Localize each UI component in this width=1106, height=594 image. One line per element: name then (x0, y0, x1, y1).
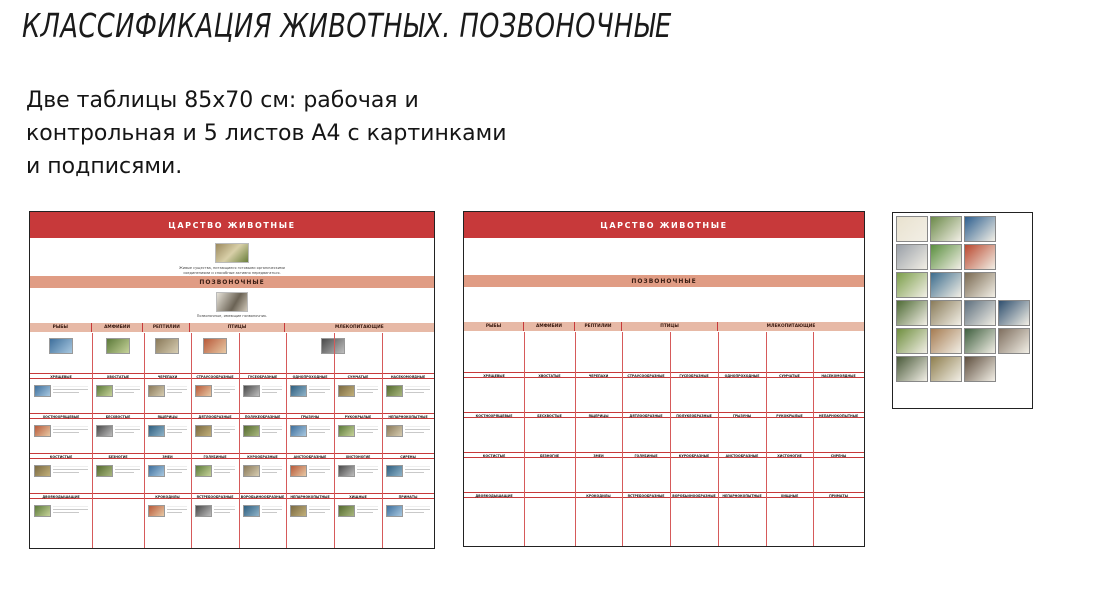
animal-caption (405, 506, 430, 516)
control-order-label: БЕСХВОСТЫЕ (537, 414, 562, 418)
animal-caption (309, 506, 330, 516)
control-order-label: НЕПАРНОКОПЫТНЫЕ (722, 494, 762, 498)
kingdom-caption-line-1: Живые существа, питающиеся готовыми органическими (179, 266, 285, 270)
order-row (30, 493, 434, 499)
control-order-label: РУКОКРЫЛЫЕ (776, 414, 803, 418)
animal-picture (195, 425, 212, 437)
order-label: КУРООБРАЗНЫЕ (247, 455, 278, 459)
order-label: ЧЕРЕПАХИ (157, 375, 178, 379)
class-header: ПТИЦЫ (190, 323, 285, 332)
order-label: ГОЛУБИНЫЕ (203, 455, 227, 459)
control-order-label: БЕЗНОГИЕ (539, 454, 560, 458)
animal-caption (309, 466, 330, 476)
animal-card-picture (998, 300, 1030, 326)
order-row (30, 413, 434, 419)
order-label: АИСТООБРАЗНЫЕ (293, 455, 327, 459)
order-label: ХРЯЩЕВЫЕ (50, 375, 72, 379)
animal-caption (262, 506, 282, 516)
animal-picture (96, 385, 113, 397)
order-label: НЕПАРНОКОПЫТНЫЕ (290, 495, 330, 499)
control-order-label: ДВОЯКОДЫШАЩИЕ (475, 494, 513, 498)
animal-caption (167, 506, 187, 516)
animal-caption (262, 466, 282, 476)
description-line-1: Две таблицы 85х70 см: рабочая и (26, 88, 419, 113)
animal-caption (262, 386, 282, 396)
animal-picture (34, 505, 51, 517)
order-label: ДВОЯКОДЫШАЩИЕ (42, 495, 80, 499)
control-class-header: ПТИЦЫ (622, 322, 718, 331)
animal-card-picture (896, 300, 928, 326)
animal-picture (290, 385, 307, 397)
animal-caption (309, 426, 330, 436)
control-class-header: АМФИБИИ (524, 322, 575, 331)
control-order-label: КРОКОДИЛЫ (586, 494, 611, 498)
animal-card-picture (896, 244, 928, 270)
vertebrates-band: ПОЗВОНОЧНЫЕ (30, 276, 434, 288)
class-picture (49, 338, 73, 354)
animal-caption (167, 466, 187, 476)
animal-caption (405, 466, 430, 476)
animal-picture (243, 465, 260, 477)
control-poster (463, 211, 865, 547)
order-label: ЯСТРЕБООБРАЗНЫЕ (196, 495, 234, 499)
grid-divider (144, 333, 145, 549)
animal-picture (338, 425, 355, 437)
grid-divider (766, 332, 767, 547)
animal-picture (34, 385, 51, 397)
kingdom-caption (30, 266, 434, 275)
order-label: ПОЛУКЕОБРАЗНЫЕ (244, 415, 281, 419)
animal-caption (53, 506, 88, 516)
class-header-row (30, 323, 434, 332)
animal-picture (386, 385, 403, 397)
animal-caption (53, 466, 88, 476)
animal-picture (338, 385, 355, 397)
animal-card-picture (964, 216, 996, 242)
animal-picture (195, 465, 212, 477)
control-order-label: ДЯТЛООБРАЗНЫЕ (629, 414, 663, 418)
animal-card-picture (896, 328, 928, 354)
animal-card-picture (964, 244, 996, 270)
control-order-label: КОСТНОХРЯЩЕВЫЕ (475, 414, 513, 418)
control-order-label: СТРАУСООБРАЗНЫЕ (627, 374, 665, 378)
animal-picture (148, 505, 165, 517)
control-order-label: ХИЩНЫЕ (780, 494, 799, 498)
animal-picture (148, 385, 165, 397)
animal-picture (148, 465, 165, 477)
control-order-label: ГРЫЗУНЫ (732, 414, 752, 418)
order-label: ХИСТОНОГИЕ (345, 455, 371, 459)
animal-picture (290, 505, 307, 517)
control-order-label: КОСТИСТЫЕ (482, 454, 506, 458)
order-label: СИРЕНЫ (400, 455, 416, 459)
grid-divider (334, 333, 335, 549)
animal-card-picture (896, 216, 928, 242)
product-description (26, 84, 546, 183)
kingdom-illustration (215, 243, 249, 263)
class-picture (155, 338, 179, 354)
animal-picture (338, 505, 355, 517)
class-header: АМФИБИИ (92, 323, 144, 332)
kingdom-header: ЦАРСТВО ЖИВОТНЫЕ (30, 212, 434, 238)
working-poster (29, 211, 435, 549)
animal-picture (195, 505, 212, 517)
animal-caption (115, 426, 140, 436)
animal-card-picture (964, 272, 996, 298)
animal-picture (243, 505, 260, 517)
control-order-label: ЗМЕИ (593, 454, 604, 458)
animal-card-picture (930, 328, 962, 354)
animal-caption (357, 506, 378, 516)
control-order-label: ГУСЕОБРАЗНЫЕ (679, 374, 709, 378)
vertebrates-illustration (216, 292, 248, 312)
order-label: ПРИМАТЫ (398, 495, 418, 499)
animal-card-picture (998, 328, 1030, 354)
grid-divider (286, 333, 287, 549)
class-header: РЕПТИЛИИ (143, 323, 190, 332)
animal-picture (195, 385, 212, 397)
order-label: ДЯТЛООБРАЗНЫЕ (198, 415, 232, 419)
animal-caption (214, 466, 235, 476)
order-label (92, 494, 144, 500)
animal-caption (167, 426, 187, 436)
animal-caption (405, 386, 430, 396)
order-label: СТРАУСООБРАЗНЫЕ (196, 375, 234, 379)
control-class-header: РЫБЫ (464, 322, 524, 331)
class-picture (321, 338, 345, 354)
control-order-label: ЧЕРЕПАХИ (588, 374, 609, 378)
animal-picture (386, 425, 403, 437)
animal-caption (309, 386, 330, 396)
control-order-label: ГОЛУБИНЫЕ (634, 454, 658, 458)
description-line-2: контрольная и 5 листов А4 с картинками (26, 121, 507, 146)
control-order-label: ХВОСТАТЫЕ (538, 374, 561, 378)
grid-divider (239, 333, 240, 549)
order-label: КРОКОДИЛЫ (155, 495, 180, 499)
grid-divider (718, 332, 719, 547)
control-order-label (524, 493, 575, 499)
page-title: КЛАССИФИКАЦИЯ ЖИВОТНЫХ. ПОЗВОНОЧНЫЕ (22, 6, 672, 45)
control-order-label: ЯЩЕРИЦЫ (588, 414, 609, 418)
animal-caption (53, 386, 88, 396)
order-label: ХОСТНОХРЯЩЕВЫЕ (42, 415, 80, 419)
class-header: РЫБЫ (30, 323, 92, 332)
order-label: НАСЕКОМОЯДНЫЕ (390, 375, 426, 379)
animal-caption (53, 426, 88, 436)
class-header: МЛЕКОПИТАЮЩИЕ (335, 325, 384, 330)
grid-divider (622, 332, 623, 547)
control-order-label: ВОРОБЬИНООБРАЗНЫЕ (672, 494, 716, 498)
control-vertebrates-band: ПОЗВОНОЧНЫЕ (464, 275, 864, 287)
control-order-label: СУМЧАТЫЕ (779, 374, 800, 378)
order-label: ГРЫЗУНЫ (300, 415, 320, 419)
animal-card-picture (896, 272, 928, 298)
animal-card-picture (964, 300, 996, 326)
a4-picture-sheet (892, 212, 1033, 409)
control-kingdom-header: ЦАРСТВО ЖИВОТНЫЕ (464, 212, 864, 238)
animal-caption (115, 466, 140, 476)
order-label: ХВОСТАТЫЕ (106, 375, 130, 379)
animal-caption (357, 426, 378, 436)
control-order-label: ПОЛУКЕОБРАЗНЫЕ (676, 414, 712, 418)
control-order-label: ПРИМАТЫ (829, 494, 848, 498)
animal-caption (214, 426, 235, 436)
control-class-header: РЕПТИЛИИ (575, 322, 622, 331)
control-class-header-row (464, 322, 864, 331)
class-picture (106, 338, 130, 354)
order-label: БЕЗНОГИЕ (108, 455, 128, 459)
animal-caption (214, 506, 235, 516)
animal-picture (34, 425, 51, 437)
order-row (30, 453, 434, 459)
control-order-label: НАСЕКОМОЯДНЫЕ (821, 374, 856, 378)
grid-divider (191, 333, 192, 549)
order-label: РУКОКРЫЛЫЕ (344, 415, 372, 419)
animal-picture (290, 425, 307, 437)
kingdom-caption-line-2: соединениями и способные активно передвигаться. (183, 270, 281, 275)
grid-divider (524, 332, 525, 547)
animal-picture (243, 425, 260, 437)
order-label: ОДНОПРОХОДНЫЕ (292, 375, 328, 379)
animal-caption (115, 386, 140, 396)
animal-card-picture (964, 328, 996, 354)
animal-picture (386, 505, 403, 517)
class-picture (203, 338, 227, 354)
control-class-header: МЛЕКОПИТАЮЩИЕ (766, 324, 816, 329)
control-order-label: ЯСТРЕБООБРАЗНЫЕ (627, 494, 665, 498)
order-label: КОСТИСТЫЕ (49, 455, 73, 459)
order-label: СУМЧАТЫЕ (347, 375, 369, 379)
grid-divider (575, 332, 576, 547)
animal-caption (262, 426, 282, 436)
grid-divider (382, 333, 383, 549)
animal-picture (96, 425, 113, 437)
animal-picture (243, 385, 260, 397)
animal-card-picture (930, 272, 962, 298)
animal-picture (148, 425, 165, 437)
animal-caption (357, 386, 378, 396)
order-label: ХИЩНЫЕ (349, 495, 367, 499)
control-order-label: НЕПАРНОКОПЫТНЫЕ (818, 414, 859, 418)
order-label: ЯЩЕРИЦЫ (157, 415, 178, 419)
control-order-label: ХРЯЩЕВЫЕ (483, 374, 505, 378)
animal-caption (357, 466, 378, 476)
order-label: ЗМЕИ (162, 455, 173, 459)
order-label: ВОРОБЬИНООБРАЗНЫЕ (240, 495, 285, 499)
animal-card-picture (930, 300, 962, 326)
control-order-label: АИСТООБРАЗНЫЕ (725, 454, 759, 458)
grid-divider (92, 333, 93, 549)
order-label: ГУСЕОБРАЗНЫЕ (247, 375, 278, 379)
animal-card-picture (964, 356, 996, 382)
animal-picture (34, 465, 51, 477)
animal-picture (338, 465, 355, 477)
vertebrates-caption: Позвоночные, имеющие позвоночник. (196, 314, 268, 318)
control-order-label: КУРООБРАЗНЫЕ (678, 454, 710, 458)
animal-card-picture (930, 244, 962, 270)
grid-divider (813, 332, 814, 547)
animal-caption (214, 386, 235, 396)
animal-card-picture (896, 356, 928, 382)
animal-card-picture (930, 356, 962, 382)
animal-picture (96, 465, 113, 477)
order-label: БЕСХВОСТЫЕ (105, 415, 131, 419)
control-order-label: ОДНОПРОХОДНЫЕ (724, 374, 760, 378)
animal-picture (290, 465, 307, 477)
animal-card-picture (930, 216, 962, 242)
animal-caption (405, 426, 430, 436)
order-label: НЕПАРНОКОПЫТНЫЕ (388, 415, 428, 419)
animal-caption (167, 386, 187, 396)
description-line-3: и подписями. (26, 154, 183, 179)
animal-picture (386, 465, 403, 477)
control-order-label: СИРЕНЫ (830, 454, 847, 458)
order-row (30, 373, 434, 379)
grid-divider (670, 332, 671, 547)
control-order-label: ХИСТОНОГИЕ (777, 454, 802, 458)
